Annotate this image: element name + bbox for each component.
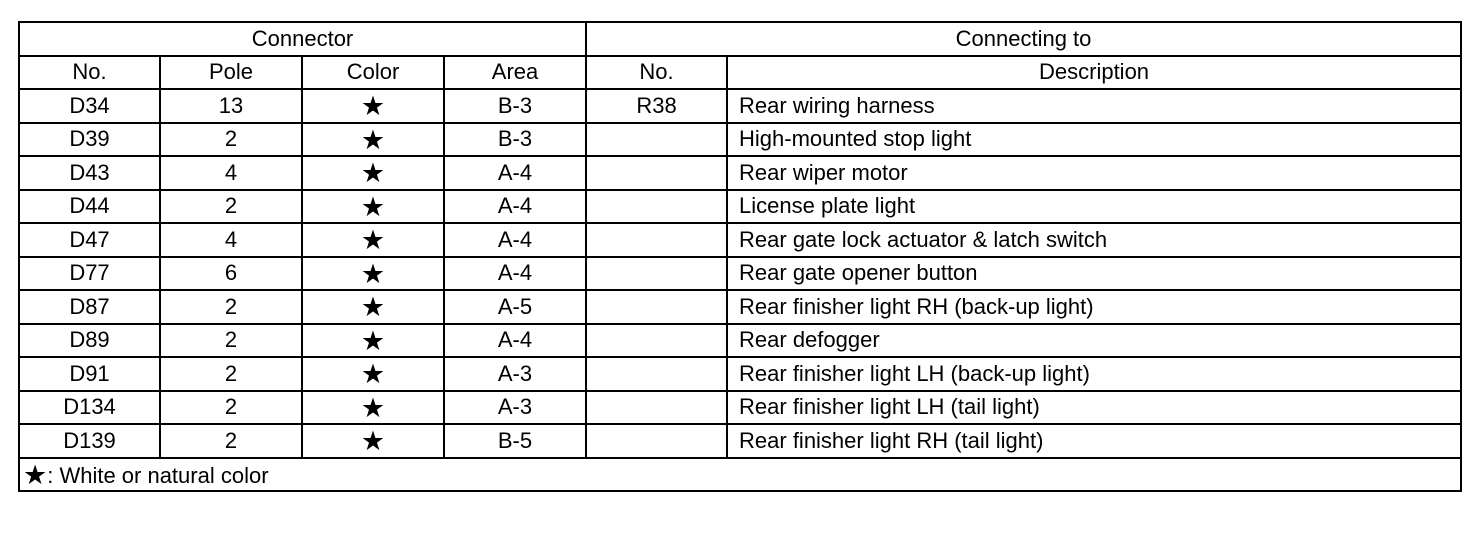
star-icon: ★ (360, 124, 386, 156)
star-icon: ★ (360, 325, 386, 357)
cell-connecting-no (586, 391, 727, 425)
cell-pole: 2 (160, 290, 302, 324)
cell-connecting-no (586, 357, 727, 391)
cell-connecting-no (586, 156, 727, 190)
cell-color (302, 190, 444, 224)
cell-area: B-3 (444, 123, 586, 157)
cell-pole: 2 (160, 190, 302, 224)
cell-description: Rear wiring harness (727, 89, 1461, 123)
star-icon: ★ (360, 292, 386, 324)
cell-connector-no: D77 (19, 257, 160, 291)
group-header-row (19, 22, 1461, 56)
cell-connector-no: D139 (19, 424, 160, 458)
table-row (19, 324, 1461, 358)
cell-connector-no: D34 (19, 89, 160, 123)
cell-area: A-3 (444, 357, 586, 391)
star-icon: ★ (360, 158, 386, 190)
cell-color (302, 156, 444, 190)
table-row (19, 257, 1461, 291)
cell-connecting-no: R38 (586, 89, 727, 123)
cell-color (302, 123, 444, 157)
cell-area: A-4 (444, 190, 586, 224)
cell-color (302, 290, 444, 324)
cell-pole: 2 (160, 391, 302, 425)
column-header-color: Color (302, 56, 444, 90)
star-icon: ★ (360, 392, 386, 424)
cell-color (302, 357, 444, 391)
cell-pole: 2 (160, 357, 302, 391)
cell-connector-no: D91 (19, 357, 160, 391)
table-row (19, 89, 1461, 123)
cell-area: A-4 (444, 257, 586, 291)
cell-area: A-5 (444, 290, 586, 324)
star-icon: ★ (360, 191, 386, 223)
cell-area: B-5 (444, 424, 586, 458)
cell-description: Rear gate opener button (727, 257, 1461, 291)
cell-description: Rear defogger (727, 324, 1461, 358)
cell-pole: 2 (160, 424, 302, 458)
cell-area: A-3 (444, 391, 586, 425)
table-row (19, 156, 1461, 190)
cell-description: High-mounted stop light (727, 123, 1461, 157)
cell-pole: 2 (160, 324, 302, 358)
column-header-area: Area (444, 56, 586, 90)
column-header-description: Description (727, 56, 1461, 90)
cell-pole: 2 (160, 123, 302, 157)
cell-description: Rear finisher light RH (tail light) (727, 424, 1461, 458)
cell-description: Rear finisher light LH (back-up light) (727, 357, 1461, 391)
cell-area: A-4 (444, 324, 586, 358)
table-row (19, 391, 1461, 425)
star-icon: ★ (360, 225, 386, 257)
column-header-no: No. (19, 56, 160, 90)
cell-color (302, 391, 444, 425)
cell-description: Rear finisher light RH (back-up light) (727, 290, 1461, 324)
table-row (19, 357, 1461, 391)
table-row (19, 424, 1461, 458)
star-icon: ★ (23, 459, 48, 491)
table-row (19, 290, 1461, 324)
cell-connector-no: D87 (19, 290, 160, 324)
star-icon: ★ (360, 359, 386, 391)
cell-connector-no: D43 (19, 156, 160, 190)
cell-description: Rear wiper motor (727, 156, 1461, 190)
star-icon: ★ (360, 258, 386, 290)
cell-area: B-3 (444, 89, 586, 123)
cell-connecting-no (586, 424, 727, 458)
cell-color (302, 324, 444, 358)
column-header-to-no: No. (586, 56, 727, 90)
cell-area: A-4 (444, 223, 586, 257)
star-icon: ★ (360, 426, 386, 458)
cell-description: Rear gate lock actuator & latch switch (727, 223, 1461, 257)
cell-connecting-no (586, 290, 727, 324)
footnote-cell (19, 458, 1461, 492)
table-body (19, 89, 1461, 458)
cell-description: License plate light (727, 190, 1461, 224)
table-row (19, 123, 1461, 157)
footnote-text: : White or natural color (47, 462, 269, 488)
cell-connecting-no (586, 190, 727, 224)
table-row (19, 223, 1461, 257)
footnote-row (19, 458, 1461, 492)
cell-connector-no: D39 (19, 123, 160, 157)
connecting-to-group-header: Connecting to (586, 22, 1461, 56)
cell-color (302, 223, 444, 257)
column-header-pole: Pole (160, 56, 302, 90)
cell-color (302, 89, 444, 123)
cell-pole: 4 (160, 156, 302, 190)
connector-table (18, 21, 1462, 492)
cell-connector-no: D47 (19, 223, 160, 257)
connector-group-header: Connector (19, 22, 586, 56)
table-row (19, 190, 1461, 224)
cell-color (302, 257, 444, 291)
connector-table-container (18, 21, 1462, 492)
star-icon: ★ (360, 91, 386, 123)
cell-description: Rear finisher light LH (tail light) (727, 391, 1461, 425)
cell-connector-no: D134 (19, 391, 160, 425)
cell-pole: 6 (160, 257, 302, 291)
column-header-row (19, 56, 1461, 90)
cell-pole: 13 (160, 89, 302, 123)
cell-area: A-4 (444, 156, 586, 190)
cell-connecting-no (586, 324, 727, 358)
cell-connecting-no (586, 223, 727, 257)
cell-connector-no: D89 (19, 324, 160, 358)
cell-pole: 4 (160, 223, 302, 257)
cell-color (302, 424, 444, 458)
cell-connector-no: D44 (19, 190, 160, 224)
cell-connecting-no (586, 123, 727, 157)
cell-connecting-no (586, 257, 727, 291)
